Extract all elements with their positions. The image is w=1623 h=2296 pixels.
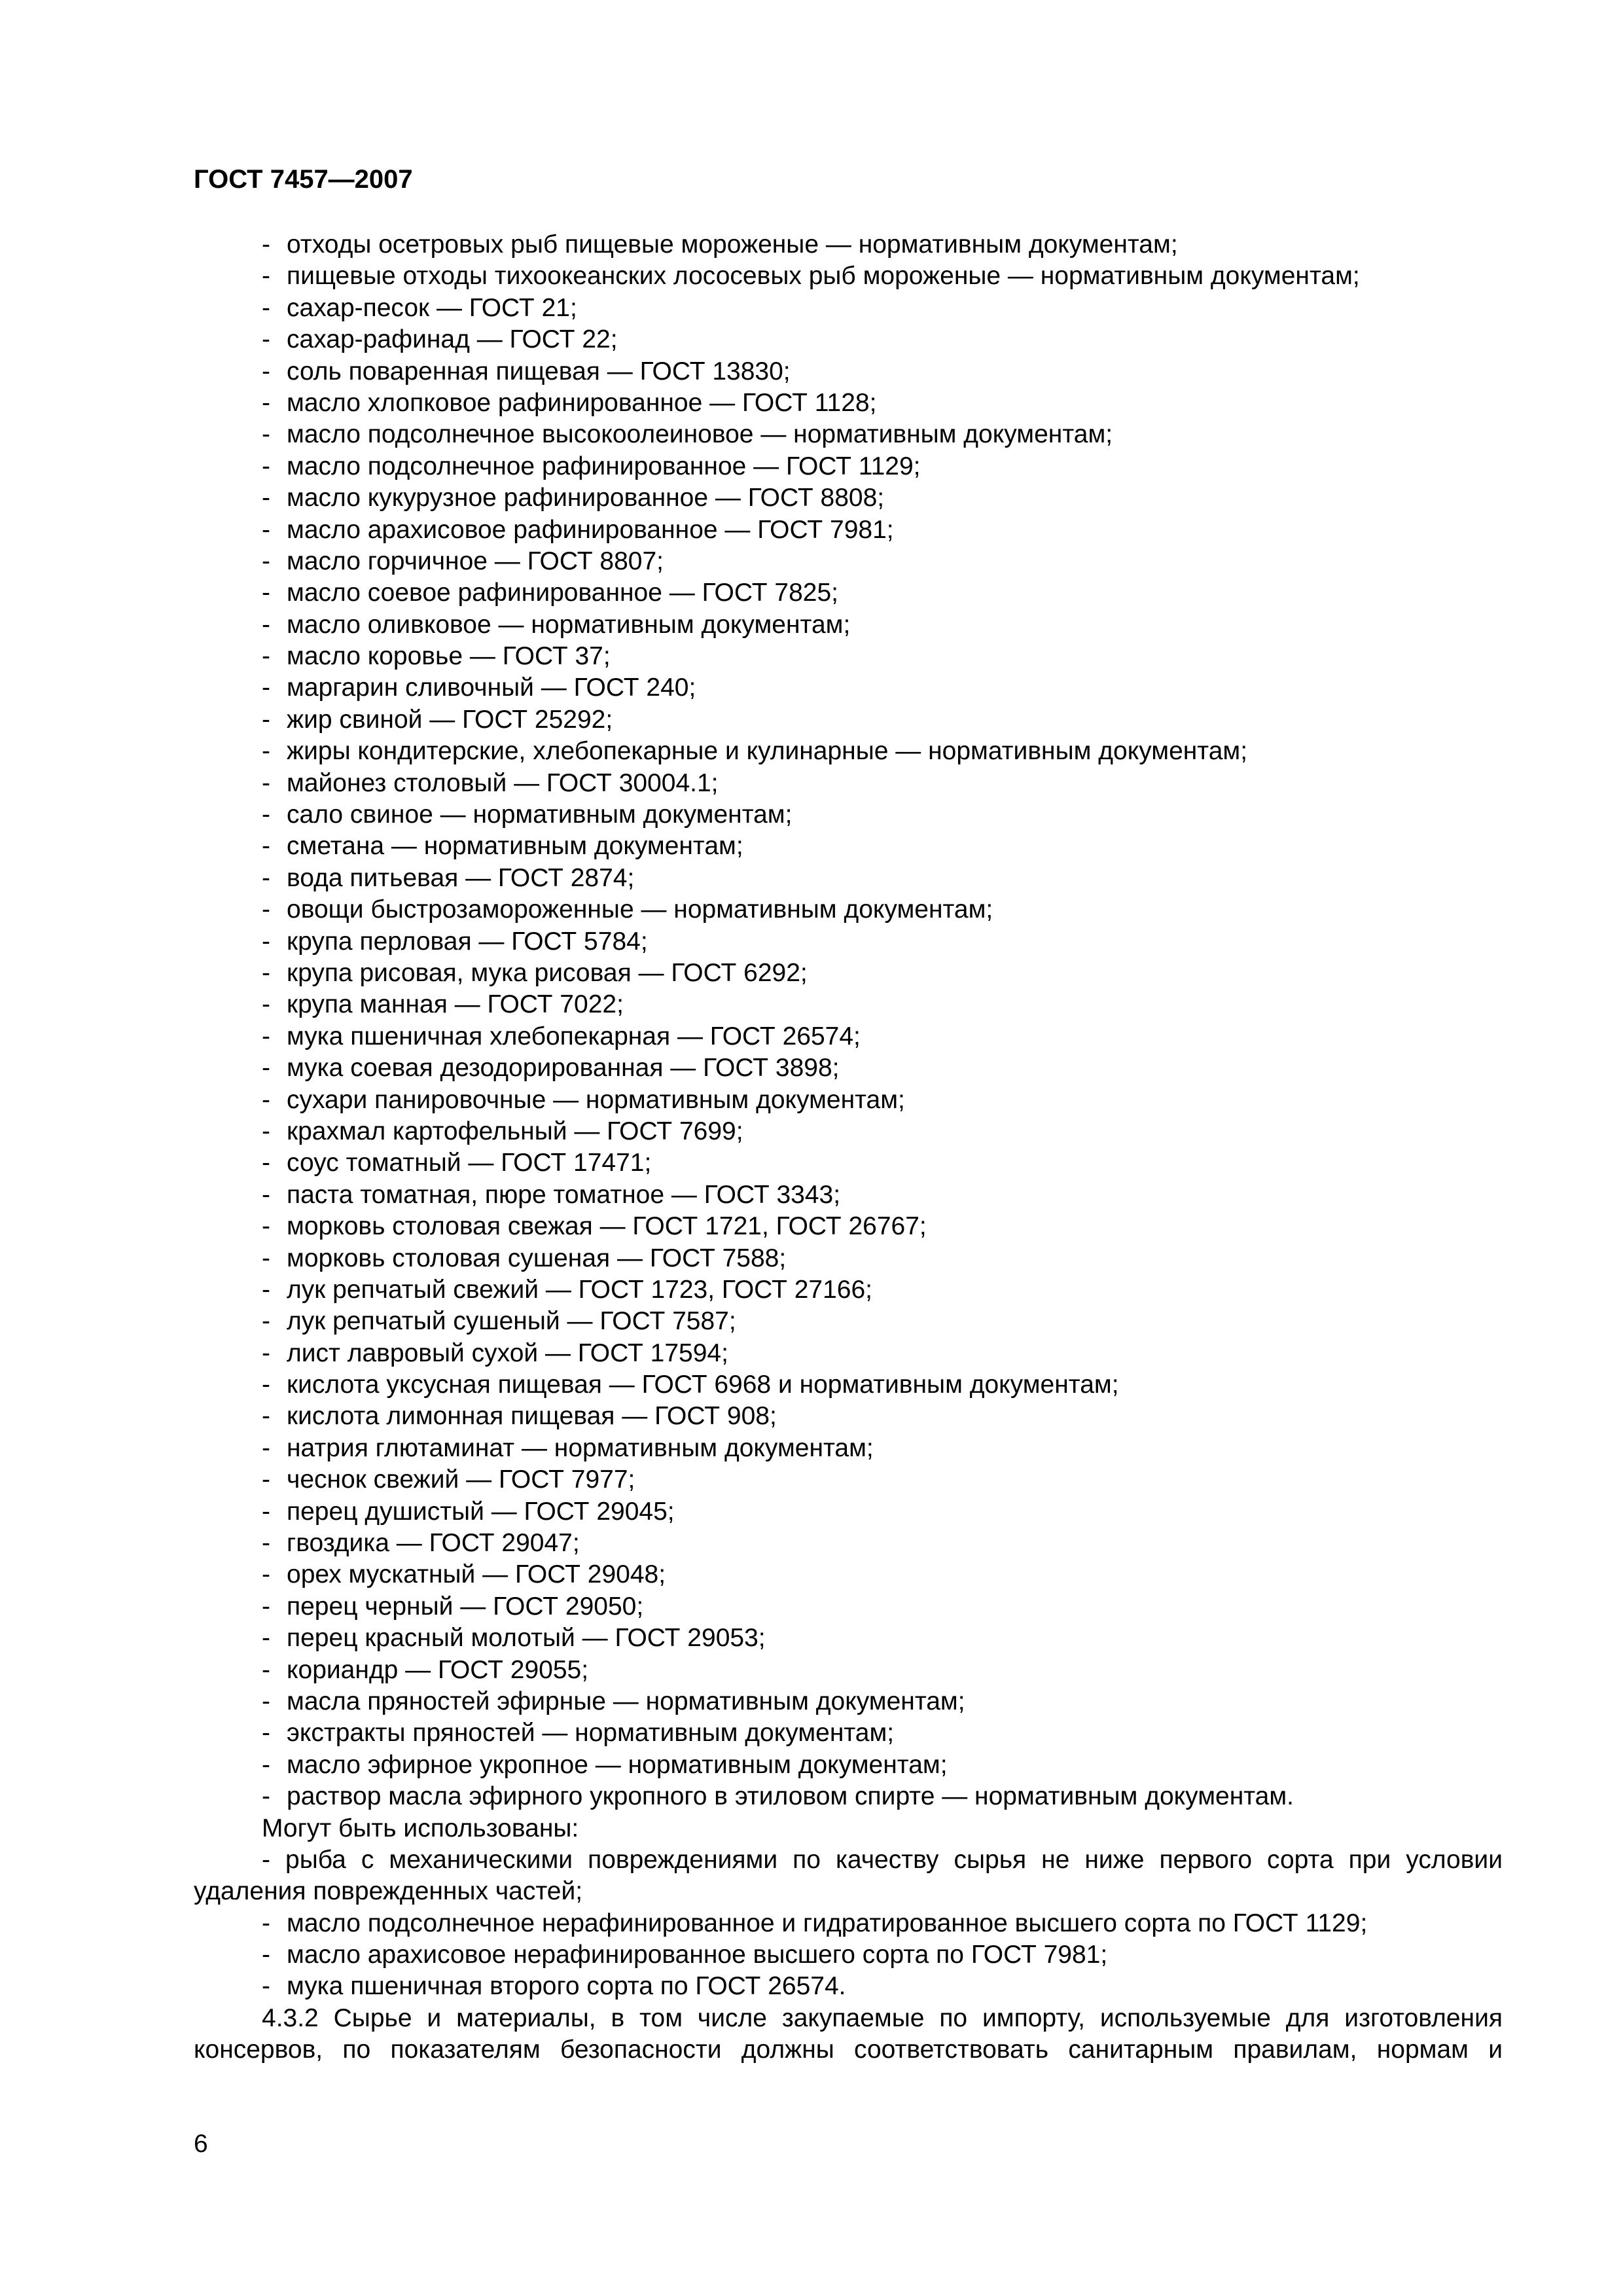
list-item bbox=[194, 641, 1503, 672]
list-dash: - bbox=[262, 990, 270, 1019]
list-dash: - bbox=[262, 1687, 270, 1715]
clause-4-3-2-line2: консервов, по показателям безопасности должны соответствовать санитарным правилам, нормам и bbox=[194, 2036, 1503, 2064]
list-item bbox=[194, 799, 1503, 831]
list-dash: - bbox=[262, 958, 270, 987]
list-item-text: перец душистый — ГОСТ 29045; bbox=[287, 1497, 675, 1526]
list-item-text: чеснок свежий — ГОСТ 7977; bbox=[287, 1465, 635, 1494]
list-item-text: лук репчатый сушеный — ГОСТ 7587; bbox=[287, 1307, 736, 1336]
list-dash: - bbox=[262, 1972, 270, 2001]
list-dash: - bbox=[262, 1719, 270, 1748]
list-item bbox=[194, 672, 1503, 704]
list-dash: - bbox=[262, 515, 270, 544]
list-item-text: пищевые отходы тихоокеанских лососевых рыб мороженые — нормативным документам; bbox=[287, 262, 1360, 291]
list-item-text: маргарин сливочный — ГОСТ 240; bbox=[287, 673, 696, 702]
list-dash: - bbox=[262, 1497, 270, 1526]
list-item-text: морковь столовая сушеная — ГОСТ 7588; bbox=[287, 1244, 787, 1272]
list-dash: - bbox=[262, 1465, 270, 1494]
list-item-text: натрия глютаминат — нормативным документам; bbox=[287, 1433, 874, 1462]
list-item-text: сметана — нормативным документам; bbox=[287, 832, 743, 861]
list-dash: - bbox=[262, 1338, 270, 1367]
list-item bbox=[194, 768, 1503, 799]
list-dash: - bbox=[262, 927, 270, 956]
list-dash: - bbox=[262, 1275, 270, 1304]
list-dash: - bbox=[262, 1941, 270, 1969]
list-item-text: кислота уксусная пищевая — ГОСТ 6968 и нормативным документам; bbox=[287, 1371, 1119, 1399]
list-item-text: соус томатный — ГОСТ 17471; bbox=[287, 1149, 652, 1177]
list-item bbox=[194, 1655, 1503, 1686]
list-item bbox=[194, 1338, 1503, 1369]
list-dash: - bbox=[262, 1529, 270, 1558]
list-dash: - bbox=[262, 1655, 270, 1684]
list-item-text: масло арахисовое рафинированное — ГОСТ 7981; bbox=[287, 515, 894, 544]
list-item-text: сахар-песок — ГОСТ 21; bbox=[287, 293, 577, 322]
list-item bbox=[194, 1908, 1503, 1939]
list-dash: - bbox=[262, 1117, 270, 1145]
list-item bbox=[194, 546, 1503, 577]
list-item-text: масло арахисовое нерафинированное высшего сорта по ГОСТ 7981; bbox=[287, 1941, 1108, 1969]
list-dash: - bbox=[262, 1054, 270, 1083]
list-item-text: отходы осетровых рыб пищевые мороженые — нормативным документам; bbox=[287, 230, 1178, 259]
list-item bbox=[194, 324, 1503, 355]
list-item bbox=[194, 260, 1503, 292]
list-item bbox=[194, 1717, 1503, 1749]
list-dash: - bbox=[262, 484, 270, 512]
list-dash: - bbox=[262, 1592, 270, 1621]
list-item-text: морковь столовая свежая — ГОСТ 1721, ГОСТ 26767; bbox=[287, 1212, 927, 1241]
list-dash: - bbox=[262, 579, 270, 607]
list-item-text: крупа перловая — ГОСТ 5784; bbox=[287, 927, 648, 956]
list-item bbox=[194, 1433, 1503, 1464]
list-item-text: масло горчичное — ГОСТ 8807; bbox=[287, 547, 664, 575]
list-item bbox=[194, 1686, 1503, 1717]
list-item-text: масло коровье — ГОСТ 37; bbox=[287, 642, 611, 671]
list-item bbox=[194, 1243, 1503, 1274]
list-item-text: мука пшеничная второго сорта по ГОСТ 26574. bbox=[287, 1972, 846, 2001]
list-dash: - bbox=[262, 1180, 270, 1209]
list-item-text: масло эфирное укропное — нормативным документам; bbox=[287, 1750, 948, 1779]
list-item bbox=[194, 1591, 1503, 1623]
list-dash: - bbox=[262, 800, 270, 829]
list-item bbox=[194, 926, 1503, 958]
list-item bbox=[194, 1528, 1503, 1559]
list-item-text: масло оливковое — нормативным документам; bbox=[287, 610, 851, 639]
list-item-text: крупа манная — ГОСТ 7022; bbox=[287, 990, 624, 1019]
list-item-text: экстракты пряностей — нормативным документам; bbox=[287, 1719, 895, 1748]
list-item-text: масло подсолнечное высокоолеиновое — нормативным документам; bbox=[287, 420, 1113, 449]
list-dash: - bbox=[262, 1624, 270, 1653]
list-item-text: кориандр — ГОСТ 29055; bbox=[287, 1655, 589, 1684]
list-item-text: лист лавровый сухой — ГОСТ 17594; bbox=[287, 1338, 728, 1367]
list-item bbox=[194, 514, 1503, 546]
list-item bbox=[194, 1274, 1503, 1306]
list-item-text: перец красный молотый — ГОСТ 29053; bbox=[287, 1624, 766, 1653]
list-dash: - bbox=[262, 737, 270, 766]
list-item-text: вода питьевая — ГОСТ 2874; bbox=[287, 863, 635, 892]
list-item bbox=[194, 451, 1503, 482]
list-dash: - bbox=[262, 547, 270, 575]
list-item bbox=[194, 1559, 1503, 1590]
list-dash: - bbox=[262, 452, 270, 480]
list-item bbox=[194, 419, 1503, 450]
list-item bbox=[194, 704, 1503, 736]
list-item bbox=[194, 894, 1503, 925]
list-item bbox=[194, 1623, 1503, 1654]
list-dash: - bbox=[262, 388, 270, 417]
list-item bbox=[194, 1147, 1503, 1179]
list-dash: - bbox=[262, 1244, 270, 1272]
page-number: 6 bbox=[194, 2130, 208, 2158]
list-item-text: лук репчатый свежий — ГОСТ 1723, ГОСТ 27166; bbox=[287, 1275, 872, 1304]
list-item bbox=[194, 989, 1503, 1020]
list-item bbox=[194, 1211, 1503, 1242]
list-item bbox=[194, 1496, 1503, 1528]
list-item bbox=[194, 482, 1503, 514]
list-dash: - bbox=[262, 768, 270, 797]
list-dash: - bbox=[262, 1212, 270, 1241]
list-dash: - bbox=[262, 1433, 270, 1462]
list-item bbox=[194, 1021, 1503, 1052]
list-item-text: овощи быстрозамороженные — нормативным документам; bbox=[287, 895, 993, 924]
list-item bbox=[194, 1116, 1503, 1147]
list-item bbox=[194, 1085, 1503, 1116]
list-item bbox=[194, 736, 1503, 767]
list-item-text: мука пшеничная хлебопекарная — ГОСТ 26574; bbox=[287, 1022, 861, 1050]
list-item bbox=[194, 863, 1503, 894]
fish-item-line2: удаления поврежденных частей; bbox=[194, 1877, 583, 1906]
list-item-text: сало свиное — нормативным документам; bbox=[287, 800, 793, 829]
list-item-text: масло подсолнечное рафинированное — ГОСТ 1129; bbox=[287, 452, 921, 480]
list-item-text: сахар-рафинад — ГОСТ 22; bbox=[287, 325, 618, 354]
list-item-text: крахмал картофельный — ГОСТ 7699; bbox=[287, 1117, 743, 1145]
list-item bbox=[194, 356, 1503, 387]
list-item bbox=[194, 1369, 1503, 1401]
list-item bbox=[194, 293, 1503, 324]
list-dash: - bbox=[262, 1782, 270, 1811]
list-item-text: соль поваренная пищевая — ГОСТ 13830; bbox=[287, 357, 791, 386]
list-dash: - bbox=[262, 832, 270, 861]
document-header: ГОСТ 7457—2007 bbox=[194, 165, 413, 194]
list-item bbox=[194, 1939, 1503, 1971]
optional-items-list bbox=[194, 1908, 1503, 2003]
list-item bbox=[194, 387, 1503, 419]
list-dash: - bbox=[262, 895, 270, 924]
list-item-text: сухари панировочные — нормативным документам; bbox=[287, 1085, 905, 1114]
list-dash: - bbox=[262, 1402, 270, 1431]
list-dash: - bbox=[262, 230, 270, 259]
list-dash: - bbox=[262, 673, 270, 702]
list-item-text: майонез столовый — ГОСТ 30004.1; bbox=[287, 768, 719, 797]
list-item bbox=[194, 1971, 1503, 2002]
list-item-text: орех мускатный — ГОСТ 29048; bbox=[287, 1560, 666, 1589]
list-item-text: масло соевое рафинированное — ГОСТ 7825; bbox=[287, 579, 838, 607]
list-item bbox=[194, 609, 1503, 641]
list-item bbox=[194, 1749, 1503, 1781]
list-item-text: гвоздика — ГОСТ 29047; bbox=[287, 1529, 580, 1558]
may-be-used-heading: Могут быть использованы: bbox=[262, 1814, 579, 1842]
list-dash: - bbox=[262, 1149, 270, 1177]
list-item-text: раствор масла эфирного укропного в этиловом спирте — нормативным документам. bbox=[287, 1782, 1294, 1811]
document-body bbox=[194, 229, 1503, 2066]
ingredients-list bbox=[194, 229, 1503, 1813]
list-item-text: крупа рисовая, мука рисовая — ГОСТ 6292; bbox=[287, 958, 808, 987]
fish-item-line1: - рыба с механическими повреждениями по качеству сырья не ниже первого сорта при условии bbox=[262, 1845, 1503, 1874]
list-item-text: масло кукурузное рафинированное — ГОСТ 8808; bbox=[287, 484, 885, 512]
list-dash: - bbox=[262, 357, 270, 386]
list-item-text: масла пряностей эфирные — нормативным документам; bbox=[287, 1687, 965, 1715]
list-item bbox=[194, 1306, 1503, 1337]
list-item bbox=[194, 1052, 1503, 1084]
list-dash: - bbox=[262, 262, 270, 291]
list-dash: - bbox=[262, 1307, 270, 1336]
list-item bbox=[194, 1781, 1503, 1812]
list-item-text: жир свиной — ГОСТ 25292; bbox=[287, 705, 613, 734]
list-dash: - bbox=[262, 1750, 270, 1779]
list-item bbox=[194, 1179, 1503, 1211]
list-dash: - bbox=[262, 705, 270, 734]
list-item-text: мука соевая дезодорированная — ГОСТ 3898; bbox=[287, 1054, 840, 1083]
list-item bbox=[194, 1464, 1503, 1496]
list-item bbox=[194, 958, 1503, 989]
list-item bbox=[194, 1401, 1503, 1432]
list-dash: - bbox=[262, 420, 270, 449]
list-item-text: перец черный — ГОСТ 29050; bbox=[287, 1592, 644, 1621]
list-dash: - bbox=[262, 1085, 270, 1114]
list-item-text: масло подсолнечное нерафинированное и гидратированное высшего сорта по ГОСТ 1129; bbox=[287, 1909, 1368, 1937]
list-dash: - bbox=[262, 1560, 270, 1589]
list-item-text: масло хлопковое рафинированное — ГОСТ 1128; bbox=[287, 388, 877, 417]
list-dash: - bbox=[262, 1909, 270, 1937]
list-dash: - bbox=[262, 610, 270, 639]
list-dash: - bbox=[262, 293, 270, 322]
list-item-text: жиры кондитерские, хлебопекарные и кулинарные — нормативным документам; bbox=[287, 737, 1248, 766]
list-item bbox=[194, 831, 1503, 862]
list-dash: - bbox=[262, 642, 270, 671]
list-item-text: паста томатная, пюре томатное — ГОСТ 3343; bbox=[287, 1180, 841, 1209]
list-item bbox=[194, 229, 1503, 260]
list-item-text: кислота лимонная пищевая — ГОСТ 908; bbox=[287, 1402, 777, 1431]
list-dash: - bbox=[262, 1022, 270, 1050]
list-dash: - bbox=[262, 325, 270, 354]
list-dash: - bbox=[262, 863, 270, 892]
clause-4-3-2-line1: 4.3.2 Сырье и материалы, в том числе закупаемые по импорту, используемые для изготовления bbox=[262, 2003, 1503, 2032]
list-dash: - bbox=[262, 1371, 270, 1399]
list-item bbox=[194, 577, 1503, 609]
